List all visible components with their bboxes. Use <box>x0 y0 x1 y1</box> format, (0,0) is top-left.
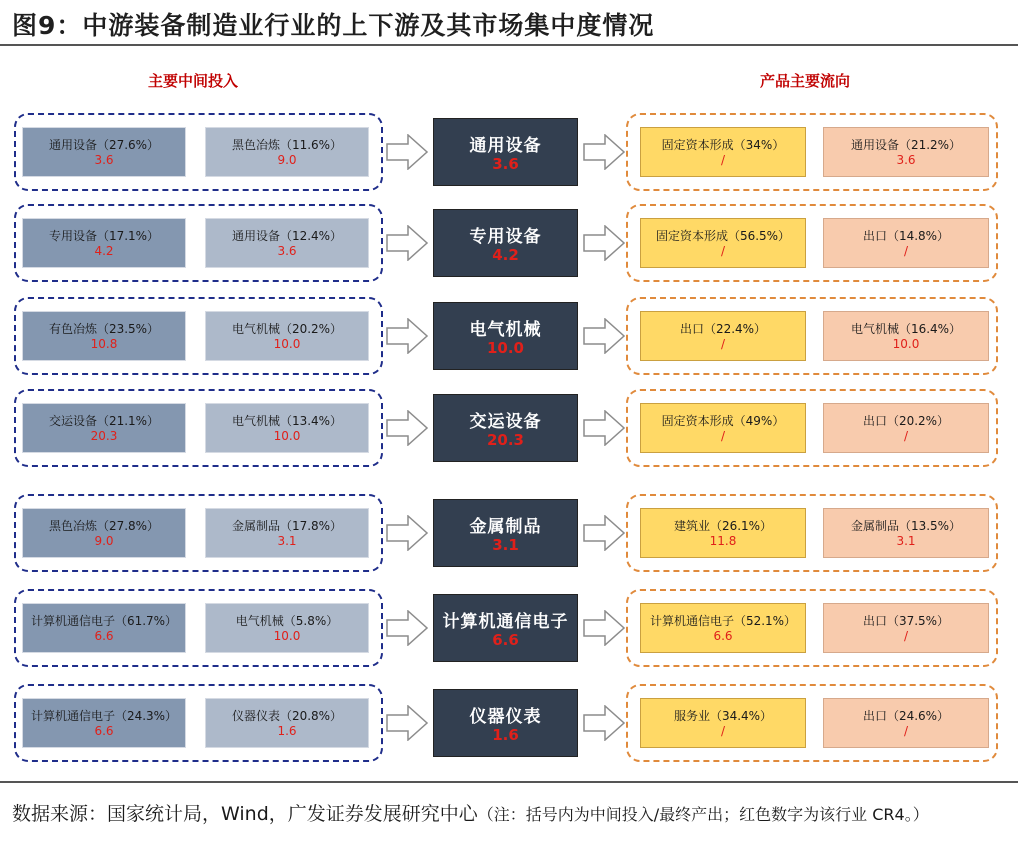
output-box <box>640 603 806 653</box>
input-label: 交运设备（21.1%） <box>48 414 160 428</box>
input-cr4: 10.0 <box>273 629 301 643</box>
input-label: 黑色冶炼（27.8%） <box>48 519 160 533</box>
input-label: 电气机械（20.2%） <box>231 322 343 336</box>
output-box <box>640 698 806 748</box>
outputs-header: 产品主要流向 <box>760 72 851 90</box>
flow-arrow-icon <box>583 134 625 170</box>
flow-arrow-icon <box>386 134 428 170</box>
output-cr4: / <box>903 724 909 738</box>
output-cr4: 3.1 <box>896 534 916 548</box>
input-label: 通用设备（27.6%） <box>48 138 160 152</box>
output-label: 出口（37.5%） <box>862 614 950 628</box>
industry-cr4: 1.6 <box>492 726 519 744</box>
output-box <box>823 403 989 453</box>
input-label: 金属制品（17.8%） <box>231 519 343 533</box>
input-box <box>205 218 369 268</box>
input-box <box>22 218 186 268</box>
input-box <box>22 603 186 653</box>
flow-arrow-icon <box>583 318 625 354</box>
footnote: （注：括号内为中间投入/最终产出；红色数字为该行业 CR4。） <box>477 805 929 824</box>
industry-label: 计算机通信电子 <box>442 612 569 632</box>
input-cr4: 20.3 <box>90 429 118 443</box>
input-cr4: 10.0 <box>273 429 301 443</box>
output-cr4: / <box>720 153 726 167</box>
footer <box>0 781 1018 825</box>
inputs-header: 主要中间投入 <box>148 72 239 90</box>
input-label: 有色冶炼（23.5%） <box>48 322 160 336</box>
input-box <box>205 127 369 177</box>
output-cr4: / <box>720 337 726 351</box>
input-label: 计算机通信电子（24.3%） <box>30 709 178 723</box>
output-box <box>640 218 806 268</box>
industry-label: 通用设备 <box>469 136 542 156</box>
output-label: 固定资本形成（49%） <box>661 414 785 428</box>
output-cr4: / <box>720 724 726 738</box>
source-text <box>12 797 1002 832</box>
output-box <box>640 508 806 558</box>
industry-cr4: 3.1 <box>492 536 519 554</box>
output-box <box>823 218 989 268</box>
input-box <box>22 508 186 558</box>
industry-cr4: 10.0 <box>486 339 524 357</box>
flow-arrow-icon <box>583 515 625 551</box>
output-label: 出口（22.4%） <box>679 322 767 336</box>
flow-arrow-icon <box>583 410 625 446</box>
flow-arrow-icon <box>583 610 625 646</box>
output-box <box>640 403 806 453</box>
industry-label: 电气机械 <box>469 320 542 340</box>
output-cr4: 11.8 <box>709 534 737 548</box>
industry-cr4: 4.2 <box>492 246 519 264</box>
input-label: 电气机械（5.8%） <box>235 614 339 628</box>
input-cr4: 6.6 <box>94 724 114 738</box>
output-box <box>640 311 806 361</box>
industry-label: 交运设备 <box>469 412 542 432</box>
output-label: 电气机械（16.4%） <box>850 322 962 336</box>
output-box <box>640 127 806 177</box>
output-box <box>823 603 989 653</box>
flow-arrow-icon <box>386 318 428 354</box>
output-box <box>823 311 989 361</box>
input-box <box>205 508 369 558</box>
input-box <box>22 698 186 748</box>
industry-box <box>433 302 578 370</box>
input-box <box>205 311 369 361</box>
output-label: 计算机通信电子（52.1%） <box>649 614 797 628</box>
input-cr4: 6.6 <box>94 629 114 643</box>
output-label: 建筑业（26.1%） <box>673 519 773 533</box>
input-box <box>205 698 369 748</box>
output-box <box>823 698 989 748</box>
industry-label: 仪器仪表 <box>469 707 542 727</box>
output-box <box>823 508 989 558</box>
output-cr4: / <box>903 629 909 643</box>
figure-title: 图9：中游装备制造业行业的上下游及其市场集中度情况 <box>12 11 655 40</box>
industry-cr4: 3.6 <box>492 155 519 173</box>
industry-box <box>433 209 578 277</box>
output-cr4: / <box>720 429 726 443</box>
industry-cr4: 20.3 <box>486 431 524 449</box>
output-label: 通用设备（21.2%） <box>850 138 962 152</box>
output-label: 服务业（34.4%） <box>673 709 773 723</box>
input-cr4: 9.0 <box>94 534 114 548</box>
input-label: 黑色冶炼（11.6%） <box>231 138 343 152</box>
output-label: 金属制品（13.5%） <box>850 519 962 533</box>
industry-box <box>433 689 578 757</box>
input-box <box>205 403 369 453</box>
output-box <box>823 127 989 177</box>
output-label: 出口（24.6%） <box>862 709 950 723</box>
output-label: 固定资本形成（56.5%） <box>655 229 791 243</box>
output-label: 出口（20.2%） <box>862 414 950 428</box>
input-label: 电气机械（13.4%） <box>231 414 343 428</box>
flow-arrow-icon <box>583 705 625 741</box>
input-label: 通用设备（12.4%） <box>231 229 343 243</box>
industry-label: 金属制品 <box>469 517 542 537</box>
input-cr4: 3.6 <box>277 244 297 258</box>
input-cr4: 10.0 <box>273 337 301 351</box>
input-cr4: 3.6 <box>94 153 114 167</box>
input-box <box>22 127 186 177</box>
output-cr4: 3.6 <box>896 153 916 167</box>
output-cr4: 10.0 <box>892 337 920 351</box>
industry-box <box>433 394 578 462</box>
flow-arrow-icon <box>386 225 428 261</box>
input-label: 专用设备（17.1%） <box>48 229 160 243</box>
industry-cr4: 6.6 <box>492 631 519 649</box>
figure-title-bar <box>0 0 1018 46</box>
input-cr4: 4.2 <box>94 244 114 258</box>
industry-box <box>433 594 578 662</box>
industry-box <box>433 499 578 567</box>
flow-arrow-icon <box>386 705 428 741</box>
input-label: 仪器仪表（20.8%） <box>231 709 343 723</box>
input-cr4: 10.8 <box>90 337 118 351</box>
flow-arrow-icon <box>386 515 428 551</box>
output-label: 固定资本形成（34%） <box>661 138 785 152</box>
industry-box <box>433 118 578 186</box>
flow-arrow-icon <box>583 225 625 261</box>
output-label: 出口（14.8%） <box>862 229 950 243</box>
input-label: 计算机通信电子（61.7%） <box>30 614 178 628</box>
input-cr4: 1.6 <box>277 724 297 738</box>
source-line: 数据来源：国家统计局，Wind，广发证券发展研究中心 <box>12 803 478 825</box>
input-box <box>22 403 186 453</box>
flow-arrow-icon <box>386 610 428 646</box>
industry-label: 专用设备 <box>469 227 542 247</box>
output-cr4: / <box>720 244 726 258</box>
flow-arrow-icon <box>386 410 428 446</box>
output-cr4: 6.6 <box>713 629 733 643</box>
output-cr4: / <box>903 429 909 443</box>
input-cr4: 9.0 <box>277 153 297 167</box>
input-box <box>22 311 186 361</box>
output-cr4: / <box>903 244 909 258</box>
input-cr4: 3.1 <box>277 534 297 548</box>
input-box <box>205 603 369 653</box>
